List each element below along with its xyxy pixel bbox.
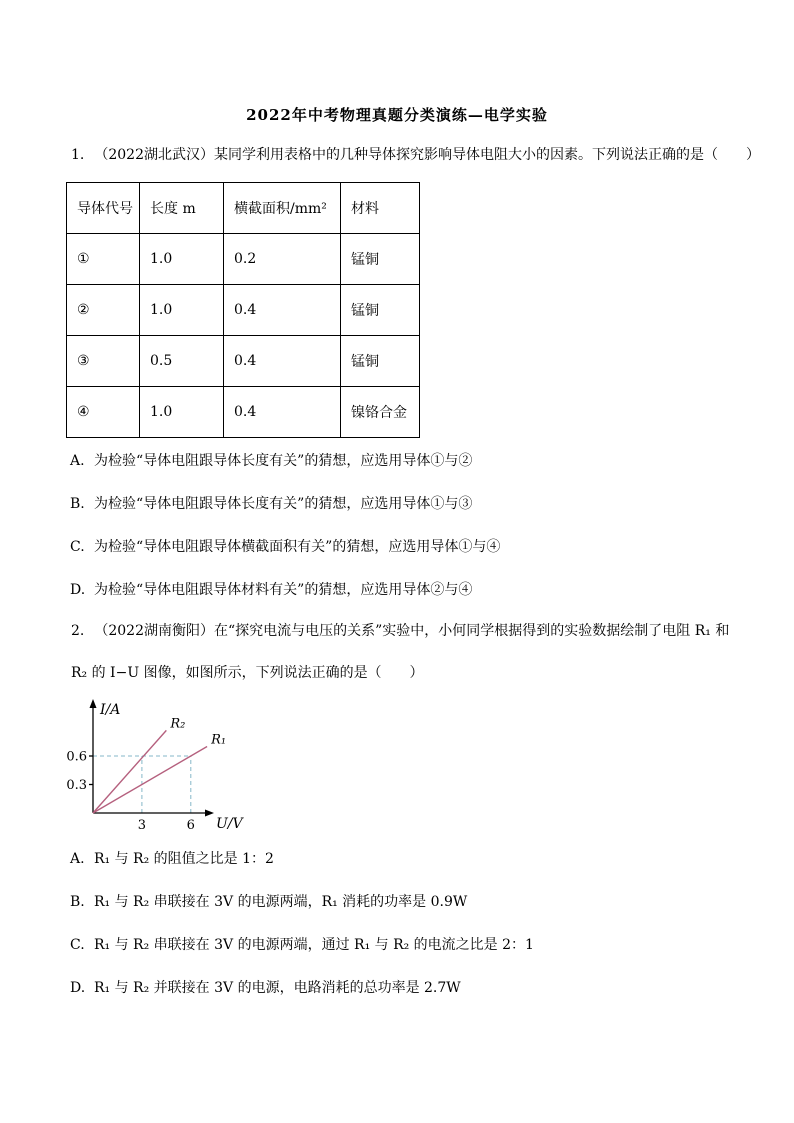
x-axis-label: U/V xyxy=(216,816,243,832)
series-line xyxy=(93,730,166,813)
x-tick-label: 6 xyxy=(186,818,195,833)
cell-area: 0.2 xyxy=(224,234,341,285)
cell-material: 镍铬合金 xyxy=(341,387,420,438)
cell-code: ② xyxy=(67,285,140,336)
option-q2-d xyxy=(70,980,534,996)
table-row xyxy=(67,234,420,285)
option-q1-a xyxy=(70,453,500,469)
x-tick-label: 3 xyxy=(137,818,147,833)
question-1-options xyxy=(70,453,500,625)
option-q2-a xyxy=(70,851,534,867)
cell-area: 0.4 xyxy=(224,387,341,438)
table-header-area: 横截面积/mm² xyxy=(224,183,341,234)
cell-length: 1.0 xyxy=(140,234,224,285)
cell-area: 0.4 xyxy=(224,285,341,336)
cell-length: 1.0 xyxy=(140,285,224,336)
option-text: R₁ 与 R₂ 并联接在 3V 的电源，电路消耗的总功率是 2.7W xyxy=(94,980,461,996)
option-text: R₁ 与 R₂ 的阻值之比是 1：2 xyxy=(94,851,274,867)
cell-material: 锰铜 xyxy=(341,336,420,387)
question-1 xyxy=(71,146,771,164)
question-2-options xyxy=(70,851,534,1023)
cell-material: 锰铜 xyxy=(341,234,420,285)
question-2-text-line2: R₂ 的 I−U 图像，如图所示，下列说法正确的是（ ） xyxy=(71,665,424,681)
option-q2-b xyxy=(70,894,534,910)
iu-graph xyxy=(64,697,294,847)
page-title: 2022年中考物理真题分类演练—电学实验 xyxy=(246,106,548,124)
option-letter: C. xyxy=(70,539,85,555)
table-header-length: 长度 m xyxy=(140,183,224,234)
question-2-number: 2. xyxy=(71,623,85,639)
option-text: 为检验“导体电阻跟导体材料有关”的猜想，应选用导体②与④ xyxy=(94,582,473,598)
conductor-table xyxy=(66,182,420,438)
option-q2-c xyxy=(70,937,534,953)
table-row xyxy=(67,336,420,387)
option-text: 为检验“导体电阻跟导体长度有关”的猜想，应选用导体①与③ xyxy=(94,496,473,512)
y-tick-label: 0.6 xyxy=(66,749,87,765)
cell-code: ① xyxy=(67,234,140,285)
option-letter: D. xyxy=(70,582,86,598)
table-header-row xyxy=(67,183,420,234)
option-text: R₁ 与 R₂ 串联接在 3V 的电源两端，R₁ 消耗的功率是 0.9W xyxy=(94,894,468,910)
option-letter: C. xyxy=(70,937,85,953)
cell-length: 0.5 xyxy=(140,336,224,387)
iu-chart-svg xyxy=(64,697,294,847)
y-axis-arrow-icon xyxy=(90,699,97,708)
table-row xyxy=(67,285,420,336)
cell-area: 0.4 xyxy=(224,336,341,387)
cell-code: ④ xyxy=(67,387,140,438)
series-label: R₁ xyxy=(211,732,227,748)
table-row xyxy=(67,387,420,438)
table-header-code: 导体代号 xyxy=(67,183,140,234)
series-label: R₂ xyxy=(170,716,186,732)
option-letter: D. xyxy=(70,980,86,996)
table-header-material: 材料 xyxy=(341,183,420,234)
option-letter: B. xyxy=(70,894,85,910)
x-axis-arrow-icon xyxy=(205,810,214,817)
option-letter: B. xyxy=(70,496,85,512)
option-q1-d xyxy=(70,582,500,598)
question-2 xyxy=(71,622,771,640)
cell-length: 1.0 xyxy=(140,387,224,438)
option-text: 为检验“导体电阻跟导体长度有关”的猜想，应选用导体①与② xyxy=(94,453,473,469)
question-1-number: 1. xyxy=(71,147,85,163)
option-text: 为检验“导体电阻跟导体横截面积有关”的猜想，应选用导体①与④ xyxy=(94,539,501,555)
option-letter: A. xyxy=(70,851,85,867)
question-2-text-line1: （2022湖南衡阳）在“探究电流与电压的关系”实验中，小何同学根据得到的实验数据绘制了电阻 R₁ 和 xyxy=(94,623,730,639)
option-q1-c xyxy=(70,539,500,555)
option-text: R₁ 与 R₂ 串联接在 3V 的电源两端，通过 R₁ 与 R₂ 的电流之比是 2：1 xyxy=(94,937,534,953)
question-1-text: （2022湖北武汉）某同学利用表格中的几种导体探究影响导体电阻大小的因素。下列说法正确的是（ ） xyxy=(94,147,760,163)
cell-code: ③ xyxy=(67,336,140,387)
y-tick-label: 0.3 xyxy=(66,778,87,793)
cell-material: 锰铜 xyxy=(341,285,420,336)
y-axis-label: I/A xyxy=(100,702,121,718)
option-q1-b xyxy=(70,496,500,512)
option-letter: A. xyxy=(70,453,85,469)
